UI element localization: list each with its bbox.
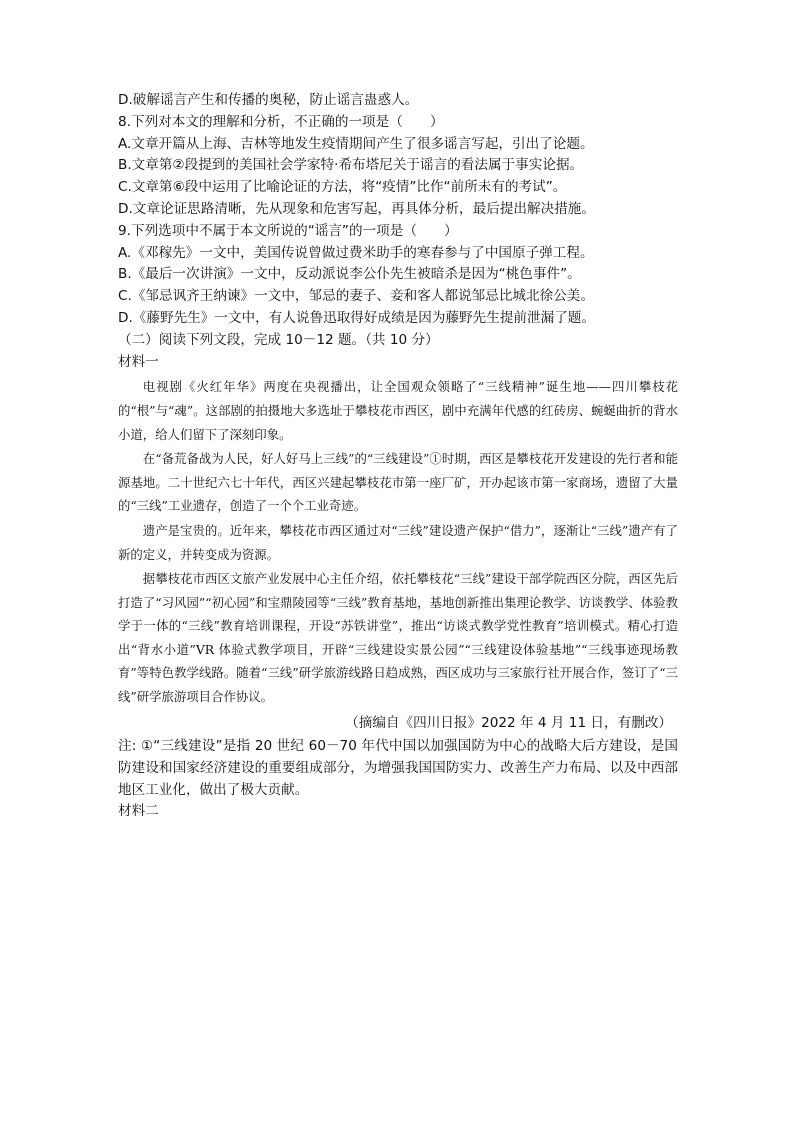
material-1-footnote: 注: ①“三线建设”是指 20 世纪 60－70 年代中国以加强国防为中心的战略大后方建设，是国防建设和国家经济建设的重要组成部分，为增强我国国防实力、改善生产力布局、以及中西部地区工业化，做出了极大贡献。 [118,737,678,798]
option-line: A.文章开篇从上海、吉林等地发生疫情期间产生了很多谣言写起，引出了论题。 [118,135,594,152]
option-line: A.《邓稼先》一文中，美国传说曾做过费米助手的寒春参与了中国原子弹工程。 [118,244,594,261]
document-page [118,90,678,822]
option-line: D.破解谣言产生和传播的奥秘，防止谣言蛊惑人。 [118,92,419,108]
question-lines [118,90,678,352]
material-1-paragraph: 电视剧《火红年华》两度在央视播出，让全国观众领略了“三线精神”诞生地——四川攀枝花的“根”与“魂”。这部剧的拍摄地大多选址于攀枝花市西区，剧中充满年代感的红砖房、蜿蜒曲折的背水小道，给人们留下了深刻印象。 [118,379,678,442]
question-9-stem: 9.下列选项中不属于本文所说的“谣言”的一项是（ ） [118,222,458,239]
option-line: B.文章第②段提到的美国社会学家特·希布塔尼关于谣言的看法属于事实论据。 [118,157,584,174]
question-8-stem: 8.下列对本文的理解和分析，不正确的一项是（ ） [118,113,444,130]
section-heading: （二）阅读下列文段，完成 10－12 题。（共 10 分） [118,331,439,348]
material-1-paragraph: 在“备荒备战为人民，好人好马上三线”的“三线建设”①时期，西区是攀枝花开发建设的先行者和能源基地。二十世纪六七十年代，西区兴建起攀枝花市第一座厂矿，开办起该市第一家商场，遗留了大量的“三线”工业遗存，创造了一个个工业奇迹。 [118,451,678,514]
material-1-paragraph: 据攀枝花市西区文旅产业发展中心主任介绍，依托攀枝花“三线”建设干部学院西区分院，西区先后打造了“习风园”“初心园”和宝鼎陵园等“三线”教育基地，基地创新推出集理论教学、访谈教学、体验教学于一体的“三线”教育培训课程，开设“苏铁讲堂”，推出“访谈式教学党性教育”培训模式。精心打造出“背水小道”VR 体验式教学项目，开辟“三线建设实景公园”“三线建设体验基地”“三线事迹现场教育”等特色教学线路。随着“三线”研学旅游线路日趋成熟，西区成功与三家旅行社开展合作，签订了“三线”研学旅游项目合作协议。 [118,571,678,705]
option-line: D.《藤野先生》一文中，有人说鲁迅取得好成绩是因为藤野先生提前泄漏了题。 [118,309,595,326]
option-line: C.文章第⑥段中运用了比喻论证的方法，将“疫情”比作“前所未有的考试”。 [118,179,567,196]
material-2-title: 材料二 [118,802,159,819]
material-1-title: 材料一 [118,353,159,370]
option-line: C.《邹忌讽齐王纳谏》一文中，邹忌的妻子、妾和客人都说邹忌比城北徐公美。 [118,288,594,305]
option-line: D.文章论证思路清晰，先从现象和危害写起，再具体分析，最后提出解决措施。 [118,200,595,217]
material-1-paragraph: 遗产是宝贵的。近年来，攀枝花市西区通过对“三线”建设遗产保护“借力”，逐渐让“三线”遗产有了新的定义，并转变成为资源。 [118,522,678,562]
material-1-source: （摘编自《四川日报》2022 年 4 月 11 日，有删改） [345,714,672,731]
option-line: B.《最后一次讲演》一文中，反动派说李公仆先生被暗杀是因为“桃色事件”。 [118,266,581,283]
